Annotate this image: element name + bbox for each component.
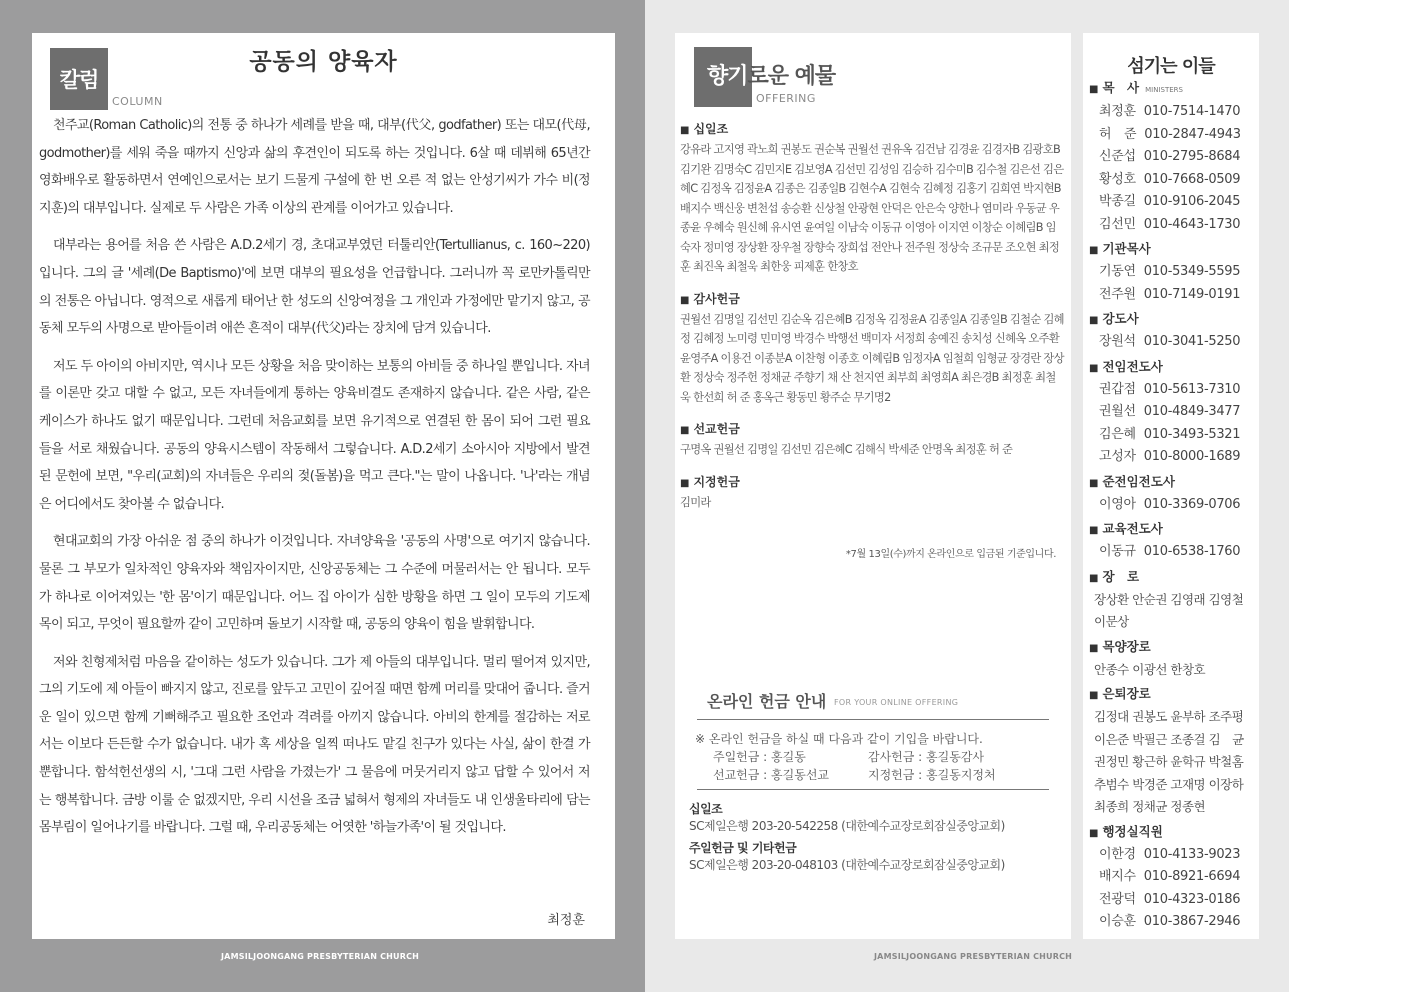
minister-row (1089, 124, 1257, 147)
column-author: 최정훈 (547, 913, 585, 928)
column-body (39, 112, 590, 852)
minister-row (1089, 494, 1257, 517)
offering-sections (680, 120, 1065, 525)
minister-name: 기동연 (1099, 264, 1136, 279)
footer-left: JAMSILJOONGANG PRESBYTERIAN CHURCH (221, 952, 420, 961)
minister-phone: 010-5613-7310 (1143, 381, 1241, 397)
section-title: ■ 십일조 (680, 120, 1065, 140)
minister-row (1089, 446, 1257, 469)
minister-row (1089, 214, 1257, 237)
group-title: ■ 기관목사 (1089, 238, 1257, 261)
account-number: SC제일은행 203-20-542258 (대한예수교장로회잠실중앙교회) (689, 819, 1005, 833)
group-title: ■ 행정실직원 (1089, 821, 1257, 844)
group-title: ■ 준전임전도사 (1089, 471, 1257, 494)
group-title: ■ 목양장로 (1089, 636, 1257, 659)
minister-row (1089, 191, 1257, 214)
online-item: 지정헌금 : 홍길동지정처 (868, 768, 996, 782)
minister-group (1089, 308, 1257, 354)
minister-name: 권월선 (1099, 404, 1136, 419)
minister-group (1089, 566, 1257, 634)
minister-name: 전광덕 (1099, 891, 1136, 907)
minister-phone: 010-7668-0509 (1143, 171, 1241, 187)
group-title: ■ 장 로 (1089, 566, 1257, 589)
minister-group (1089, 238, 1257, 306)
group-title: ■ 전임전도사 (1089, 356, 1257, 379)
group-title: ■ 교육전도사 (1089, 518, 1257, 541)
minister-row (1089, 331, 1257, 354)
column-paragraph: 천주교(Roman Catholic)의 전통 중 하나가 세례를 받을 때, 대부(代父, godfather) 또는 대모(代母, godmother)를 세워 죽을 때까지 신앙과 삶의 후견인이 되도록 하는 것입니다. 6살 때 데뷔해 65년간 영화배우로 활동하면서 연예인으로서는 보기 드물게 구설에 한 번 오른 적 없는 안성기씨가 가수 비(정지훈)의 대부입니다. 실제로 두 사람은 가족 이상의 관계를 이어가고 있습니다. (39, 118, 590, 216)
minister-name: 이한경 (1099, 846, 1136, 862)
column-paragraph: 대부라는 용어를 처음 쓴 사람은 A.D.2세기 경, 초대교부였던 터툴리안(Tertullianus, c. 160~220)입니다. 그의 글 '세례(De Baptismo)'에 보면 대부의 필요성을 언급합니다. 그러니까 꼭 로만카톨릭만의 전통은 아닙니다. 영적으로 새롭게 태어난 한 성도의 신앙여정을 그 개인과 가정에만 맡기지 않고, 공동체 모두의 사명으로 받아들이려 애쓴 흔적이 대부(代父)라는 장치에 담겨 있습니다. (39, 238, 590, 337)
minister-group (1089, 356, 1257, 469)
section-title: ■ 선교헌금 (680, 420, 1065, 440)
minister-group (1089, 683, 1257, 819)
minister-name: 황성호 (1099, 171, 1136, 187)
minister-names: 장상환 안순권 김영래 김영철 이문상 (1094, 591, 1244, 629)
online-item: 주일헌금 : 홍길동 (713, 750, 806, 764)
minister-phone: 010-2795-8684 (1143, 149, 1241, 164)
online-item: 선교헌금 : 홍길동선교 (713, 768, 830, 782)
minister-names: 김정대 권봉도 윤부하 조주평 이은준 박필근 조종걸 김 균 권정민 황근하 윤학규 박철홈 추범수 박경준 고재명 이장하 최종희 정채균 정종현 (1094, 709, 1244, 814)
minister-phone: 010-4643-1730 (1143, 216, 1241, 232)
minister-row (1089, 379, 1257, 402)
donor-names: 김미라 (680, 495, 711, 509)
ministers-panel (1083, 33, 1259, 939)
online-offering-title: 온라인 헌금 안내 (707, 692, 827, 711)
column-paragraph: 현대교회의 가장 아쉬운 점 중의 하나가 이것입니다. 자녀양육을 '공동의 사명'으로 여기지 않습니다. 물론 그 부모가 일차적인 양육자와 책임자이지만, 신앙공동체는 그 수준에 머물러서는 안 됩니다. 모두가 하나로 이어져있는 '한 몸'이기 때문입니다. 어느 집 아이가 심한 방황을 하면 그 일이 모두의 기도제목이 되고, 무엇이 필요할까 같이 고민하며 돌보기 시작할 때, 공동의 양육이 힘을 발휘합니다. (39, 534, 590, 633)
minister-row (1089, 261, 1257, 284)
column-panel (32, 33, 615, 939)
online-intro: ※ 온라인 헌금을 하실 때 다음과 같이 기입을 바랍니다. (695, 732, 983, 746)
minister-phone: 010-9106-2045 (1143, 194, 1241, 209)
minister-name: 배지수 (1099, 869, 1136, 884)
minister-row (1089, 866, 1257, 889)
column-title: 공동의 양육자 (249, 49, 398, 75)
minister-row (1089, 284, 1257, 307)
offering-section-mission (680, 420, 1065, 460)
minister-phone: 010-7149-0191 (1143, 286, 1241, 302)
online-item: 감사헌금 : 홍길동감사 (868, 750, 985, 764)
footer-right: JAMSILJOONGANG PRESBYTERIAN CHURCH (874, 952, 1073, 961)
minister-phone: 010-2847-4943 (1144, 126, 1241, 142)
minister-phone: 010-3369-0706 (1143, 496, 1241, 512)
offering-badge-sub: OFFERING (756, 92, 816, 105)
minister-row (1089, 101, 1257, 124)
minister-phone: 010-8000-1689 (1143, 449, 1241, 464)
account-title: 십일조 (689, 802, 723, 816)
minister-name: 권갑점 (1099, 381, 1136, 397)
minister-row (1089, 146, 1257, 169)
minister-name: 최정훈 (1099, 104, 1136, 119)
minister-group (1089, 471, 1257, 517)
minister-group (1089, 636, 1257, 682)
minister-name: 김은혜 (1099, 426, 1136, 442)
minister-group (1089, 821, 1257, 934)
minister-name: 이동규 (1099, 544, 1136, 559)
donor-names: 구명옥 권월선 김명일 김선민 김은혜C 김해식 박세준 안명옥 최정훈 허 준 (680, 443, 1013, 456)
online-offering-info (695, 730, 1028, 784)
minister-name: 박종길 (1099, 194, 1136, 209)
minister-name: 장원석 (1099, 334, 1136, 349)
section-title: ■ 지정헌금 (680, 473, 1065, 493)
minister-name: 전주원 (1099, 286, 1136, 302)
minister-row (1089, 169, 1257, 192)
minister-row (1089, 844, 1257, 867)
minister-phone: 010-4323-0186 (1143, 891, 1241, 907)
account-number: SC제일은행 203-20-048103 (대한예수교장로회잠실중앙교회) (689, 858, 1005, 872)
minister-phone: 010-4849-3477 (1143, 404, 1241, 419)
account-title: 주일헌금 및 기타헌금 (689, 841, 797, 855)
online-offering-sub: FOR YOUR ONLINE OFFERING (834, 698, 959, 707)
minister-row (1089, 911, 1257, 934)
minister-phone: 010-3041-5250 (1143, 334, 1241, 349)
minister-phone: 010-6538-1760 (1143, 544, 1241, 559)
offering-note: *7월 13일(수)까지 온라인으로 입금된 기준입니다. (845, 549, 1056, 560)
offering-section-tithe (680, 120, 1065, 277)
minister-name: 이영아 (1099, 496, 1136, 512)
column-badge: 칼럼 (50, 48, 108, 110)
column-badge-sub: COLUMN (112, 95, 163, 108)
section-title: ■ 감사헌금 (680, 290, 1065, 310)
minister-name: 허 준 (1099, 126, 1137, 142)
minister-phone: 010-5349-5595 (1143, 264, 1241, 279)
minister-phone: 010-3493-5321 (1143, 426, 1241, 442)
column-paragraph: 저도 두 아이의 아비지만, 역시나 모든 상황을 처음 맞이하는 보통의 아비들 중 하나일 뿐입니다. 자녀를 이론만 갖고 대할 수 없고, 모든 자녀들에게 통하는 양육비결도 존재하지 않습니다. 같은 사람, 같은 케이스가 하나도 없기 때문입니다. 그런데 처음교회를 보면 유기적으로 연결된 한 몸이 되어 그런 필요들을 서로 채웠습니다. 공동의 양육시스템이 작동해서 그렇습니다. A.D.2세기 소아시아 지방에서 발견된 문헌에 보면, "우리(교회)의 자녀들은 우리의 젖(돌봄)을 먹고 큰다."는 말이 나옵니다. '나'라는 개념은 어디에서도 찾아볼 수 없습니다. (39, 358, 590, 512)
divider (697, 789, 1049, 790)
group-title: ■ 강도사 (1089, 308, 1257, 331)
minister-phone: 010-3867-2946 (1143, 914, 1241, 929)
column-paragraph: 저와 친형제처럼 마음을 같이하는 성도가 있습니다. 그가 제 아들의 대부입니다. 멀리 떨어져 있지만, 그의 기도에 제 아들이 빠지지 않고, 진로를 앞두고 고민이 깊어질 때면 함께 머리를 맞대어 줍니다. 즐거운 일이 있으면 함께 기뻐해주고 필요한 조언과 격려를 아끼지 않습니다. 아비의 한계를 절감하는 저로서는 이보다 든든할 수가 없습니다. 내가 혹 세상을 일찍 떠나도 맡길 친구가 있다는 사실, 삶이 한결 가뿐합니다. 함석헌선생의 시, '그대 그런 사람을 가졌는가' 그 물음에 머뭇거리지 않고 답할 수 있어서 저는 행복합니다. 금방 이룰 순 없겠지만, 우리 시선을 조금 넓혀서 형제의 자녀들도 내 인생울타리에 담는 몸부림이 일어나기를 바랍니다. 그럴 때, 우리공동체는 어엿한 '하늘가족'이 될 것입니다. (39, 654, 590, 836)
minister-row (1089, 401, 1257, 424)
minister-name: 고성자 (1099, 449, 1136, 464)
ministers-title: 섬기는 이들 (1127, 56, 1215, 77)
divider (697, 719, 1049, 720)
minister-name: 이승훈 (1099, 914, 1136, 929)
minister-row (1089, 424, 1257, 447)
minister-names: 안종수 이광선 한창호 (1094, 661, 1206, 677)
offering-title: 향기로운 예물 (707, 64, 836, 89)
minister-row (1089, 541, 1257, 564)
offering-section-thanks (680, 290, 1065, 408)
offering-section-designated (680, 473, 1065, 513)
minister-name: 김선민 (1099, 216, 1136, 232)
minister-group (1089, 77, 1257, 236)
donor-names: 강유라 고지영 곽노희 권봉도 권순복 권월선 권유옥 김건남 김경윤 김경자B 김광호B 김기완 김명숙C 김민지E 김보영A 김선민 김성임 김승하 김수미B 김수철 김은선 김은혜C 김정옥 김정윤A 김종은 김종일B 김현수A 김현숙 김혜정 김홍기 김희연 박지현B 배지수 백신웅 변천섭 송승환 신상철 안광현 안덕은 안은숙 양한나 염미라 우동균 우종윤 우혜숙 원신혜 유시연 윤여일 이남숙 이동규 이영아 이지연 이창순 이혜림B 임숙자 정미영 장상환 장우철 장향숙 장희섭 전안나 전주원 정상숙 조규문 조오현 최정훈 최진옥 최철욱 최한웅 피제훈 한창호 (680, 143, 1064, 273)
offering-panel (675, 33, 1071, 939)
group-title: ■ 은퇴장로 (1089, 683, 1257, 706)
account-general (689, 840, 1005, 874)
ministers-list (1089, 77, 1257, 936)
group-title: ■ 목 사 MINISTERS (1089, 77, 1257, 101)
margin-area (1289, 0, 1403, 992)
minister-group (1089, 518, 1257, 564)
minister-name: 신준섭 (1099, 149, 1136, 164)
minister-phone: 010-7514-1470 (1143, 104, 1241, 119)
donor-names: 권월선 김명일 김선민 김순옥 김은혜B 김정옥 김정윤A 김종일A 김종일B 김철순 김혜정 김혜정 노미령 민미영 박경수 박행선 백미자 서정희 송예진 송치성 신혜옥 오주환 윤영주A 이용건 이종분A 이찬형 이종호 이혜림B 임정자A 임철희 임형균 장경란 장상환 정상숙 정주헌 정채균 주향기 채 산 천지연 최부희 최영희A 최은경B 최정훈 최철욱 한선희 허 준 홍옥근 황동민 황주순 무기명2 (680, 312, 1064, 404)
account-tithe (689, 801, 1005, 835)
minister-phone: 010-8921-6694 (1143, 869, 1241, 884)
minister-phone: 010-4133-9023 (1143, 846, 1241, 862)
minister-row (1089, 889, 1257, 912)
